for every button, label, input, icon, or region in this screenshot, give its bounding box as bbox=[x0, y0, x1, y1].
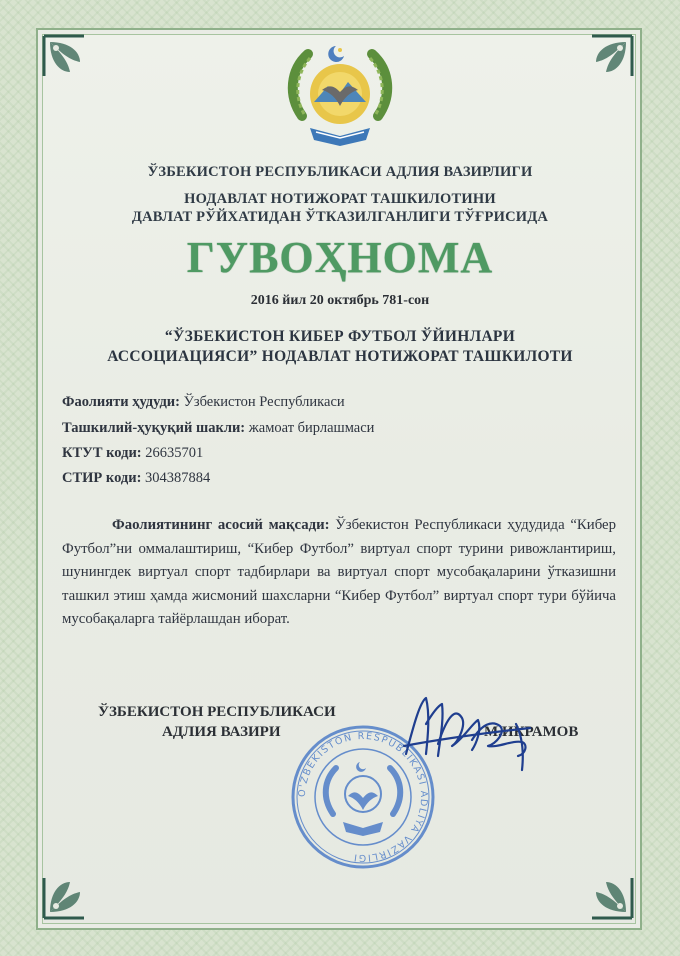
organization-name-line-2: АССОЦИАЦИЯСИ” НОДАВЛАТ НОТИЖОРАТ ТАШКИЛОТИ bbox=[107, 348, 573, 365]
field-value: жамоат бирлашмаси bbox=[248, 420, 375, 436]
field-legal-form bbox=[62, 420, 374, 437]
signatory-name: М.ИКРАМОВ bbox=[484, 724, 579, 740]
purpose-paragraph bbox=[62, 514, 616, 632]
field-value: 26635701 bbox=[145, 445, 204, 461]
purpose-label: Фаолиятининг асосий мақсади: bbox=[112, 517, 330, 533]
issue-date-number: 2016 йил 20 октябрь 781-сон bbox=[250, 293, 430, 308]
field-ktut-code bbox=[62, 445, 203, 462]
uzbekistan-state-emblem-icon bbox=[282, 36, 398, 148]
field-label: Фаолияти ҳудуди: bbox=[62, 394, 180, 410]
seal-text: O'ZBEKISTON RESPUBLIKASI ADLIYA VAZIRLIGI bbox=[296, 730, 430, 864]
document-title: ГУВОҲНОМА bbox=[186, 233, 494, 282]
corner-ornament-icon bbox=[40, 862, 100, 922]
field-territory bbox=[62, 394, 345, 411]
corner-ornament-icon bbox=[576, 32, 636, 92]
field-label: СТИР коди: bbox=[62, 470, 142, 486]
subheading-line-1: НОДАВЛАТ НОТИЖОРАТ ТАШКИЛОТИНИ bbox=[184, 191, 496, 207]
signatory-title-line-2: АДЛИЯ ВАЗИРИ bbox=[162, 724, 281, 740]
field-label: Ташкилий-ҳуқуқий шакли: bbox=[62, 420, 246, 436]
field-label: КТУТ коди: bbox=[62, 445, 142, 461]
handwritten-signature-icon bbox=[396, 684, 536, 780]
ministry-heading: ЎЗБЕКИСТОН РЕСПУБЛИКАСИ АДЛИЯ ВАЗИРЛИГИ bbox=[147, 164, 533, 180]
corner-ornament-icon bbox=[40, 32, 100, 92]
purpose-text: Ўзбекистон Республикаси ҳудудида “Кибер Футбол”ни оммалаштириш, “Кибер Футбол” виртуал спорт турини ривожлантириш, шунингдек виртуал спорт тадбирлари ва виртуал спорт мусобақаларини ўтказишни ташкил этиш ҳамда жисмоний шахсларни “Кибер Футбол” виртуал спорт тури бўйича мусобақаларга тайёрлашдан иборат. bbox=[62, 517, 616, 628]
signatory-title-line-1: ЎЗБЕКИСТОН РЕСПУБЛИКАСИ bbox=[98, 704, 336, 720]
organization-name-line-1: “ЎЗБЕКИСТОН КИБЕР ФУТБОЛ ЎЙИНЛАРИ bbox=[164, 328, 516, 345]
field-value: 304387884 bbox=[145, 470, 211, 486]
subheading-line-2: ДАВЛАТ РЎЙХАТИДАН ЎТКАЗИЛГАНЛИГИ ТЎҒРИСИДА bbox=[131, 209, 549, 225]
field-stir-code bbox=[62, 470, 210, 487]
corner-ornament-icon bbox=[576, 862, 636, 922]
field-value: Ўзбекистон Республикаси bbox=[183, 394, 345, 410]
